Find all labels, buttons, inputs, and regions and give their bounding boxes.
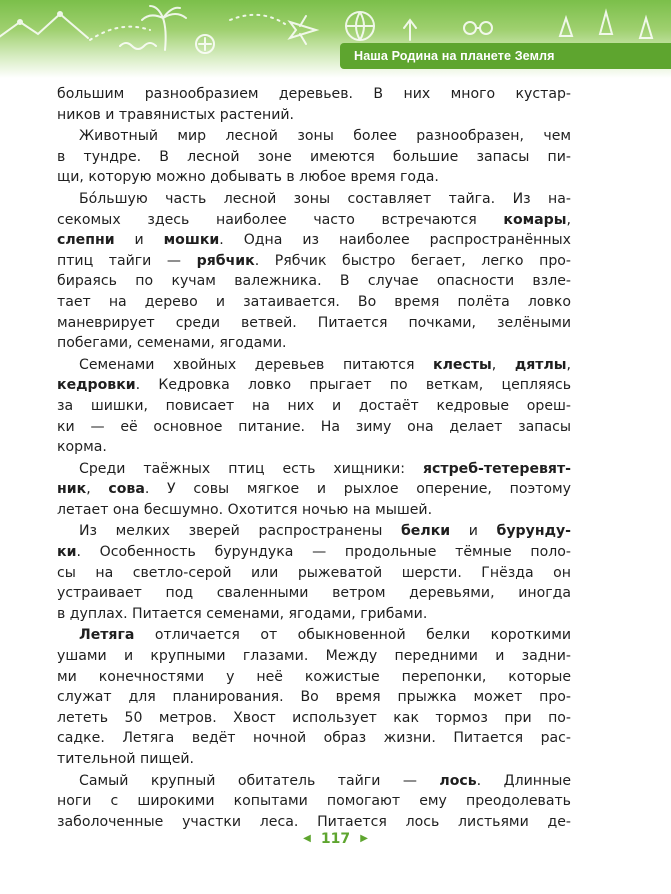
text-run: и	[450, 523, 497, 540]
text-line	[57, 271, 571, 292]
text-line	[57, 708, 571, 729]
text-run: в дуплах. Питается семенами, ягодами, грибами.	[57, 605, 428, 622]
text-run: и	[114, 232, 164, 249]
paragraph	[57, 521, 571, 624]
text-run: ,	[491, 356, 515, 373]
bold-term: Летяга	[79, 627, 135, 644]
text-run: ,	[566, 211, 571, 228]
text-run: большим разнообразием деревьев. В них много кустар-	[57, 86, 571, 102]
text-run: служат для планирования. Во время прыжка может про-	[57, 689, 571, 706]
text-line	[57, 313, 571, 334]
text-run: щи, которую можно добывать в любое время года.	[57, 169, 439, 186]
text-run: . У совы мягкое и рыхлое оперение, поэтому	[144, 481, 571, 498]
bold-term: ки	[57, 544, 77, 561]
text-run: секомых здесь наиболее часто встречаются	[57, 211, 504, 228]
text-line	[57, 167, 571, 188]
text-run: ,	[566, 356, 571, 373]
bold-term: сова	[108, 481, 145, 498]
text-run: тительной пищей.	[57, 751, 195, 767]
paragraph	[57, 459, 571, 521]
text-line	[57, 791, 571, 812]
text-line	[57, 84, 571, 105]
bold-term: комары	[503, 211, 567, 228]
text-run: птиц тайги —	[57, 252, 197, 269]
text-line	[57, 479, 571, 500]
next-page-icon[interactable]: ▶	[360, 833, 368, 844]
prev-page-icon[interactable]: ◀	[303, 833, 311, 844]
bold-term: лось	[439, 772, 477, 789]
bold-term: бурунду-	[496, 523, 571, 540]
paragraph	[57, 189, 571, 354]
text-run: . Длинные	[476, 772, 571, 789]
text-line	[57, 563, 571, 584]
text-line	[57, 437, 571, 458]
text-line	[57, 210, 571, 231]
text-line	[57, 251, 571, 272]
text-line	[57, 687, 571, 708]
text-line	[57, 126, 571, 147]
text-line	[57, 292, 571, 313]
text-line	[57, 396, 571, 417]
text-run: . Одна из наиболее распространённых	[219, 232, 572, 249]
paragraph	[57, 84, 571, 125]
text-run: ушами и крупными глазами. Между передними и задни-	[57, 648, 571, 665]
text-line	[57, 749, 571, 770]
text-line	[57, 105, 571, 126]
page-number: 117	[320, 830, 351, 847]
text-run: заболоченные участки леса. Питается лось листьями де-	[57, 813, 571, 830]
text-line	[57, 375, 571, 396]
text-line	[57, 625, 571, 646]
bold-term: клесты	[433, 356, 492, 373]
text-line	[57, 147, 571, 168]
text-run: ми конечностями у неё кожистые перепонки, которые	[57, 668, 571, 685]
text-run: Семенами хвойных деревьев питаются	[79, 356, 434, 373]
text-line	[57, 667, 571, 688]
bold-term: ник	[57, 481, 87, 498]
text-line	[57, 459, 571, 480]
text-run: отличается от обыкновенной белки короткими	[134, 627, 571, 644]
text-run: тает на дерево и затаивается. Во время полёта ловко	[57, 293, 571, 310]
text-run: маневрирует среди ветвей. Питается почками, зелёными	[57, 314, 571, 331]
text-line	[57, 604, 571, 625]
paragraph	[57, 771, 571, 833]
text-run: Бо́льшую часть лесной зоны составляет тайга. Из на-	[79, 190, 571, 207]
text-run: ноги с широкими копытами помогают ему преодолевать	[57, 793, 571, 810]
paragraph	[57, 355, 571, 458]
text-run: ки — её основное питание. На зиму она делает запасы	[57, 418, 571, 435]
text-run: ,	[86, 481, 109, 498]
text-run: устраивает под сваленными ветром деревьями, иногда	[57, 585, 571, 602]
bold-term: ястреб-тетеревят-	[423, 460, 571, 477]
bold-term: рябчик	[196, 252, 255, 269]
bold-term: мошки	[163, 232, 220, 249]
text-line	[57, 355, 571, 376]
bold-term: слепни	[57, 232, 115, 249]
text-line	[57, 646, 571, 667]
text-line	[57, 500, 571, 521]
text-line	[57, 189, 571, 210]
text-run: садке. Летяга ведёт ночной образ жизни. Питается рас-	[57, 730, 571, 747]
text-run: побегами, семенами, ягодами.	[57, 335, 287, 352]
text-run: в тундре. В лесной зоне имеются большие запасы пи-	[57, 148, 571, 165]
text-line	[57, 542, 571, 563]
text-line	[57, 230, 571, 251]
text-run: корма.	[57, 439, 107, 456]
text-run: Среди таёжных птиц есть хищники:	[79, 460, 423, 477]
text-run: . Кедровка ловко прыгает по веткам, цепляясь	[135, 377, 571, 394]
text-run: Из мелких зверей распространены	[79, 523, 401, 540]
text-run: бираясь по кучам валежника. В случае опасности взле-	[57, 273, 571, 290]
text-run: за шишки, повисает на них и достаёт кедровые ореш-	[57, 397, 571, 414]
paragraph	[57, 126, 571, 188]
text-line	[57, 728, 571, 749]
text-line	[57, 333, 571, 354]
text-run: Животный мир лесной зоны более разнообразен, чем	[79, 128, 571, 145]
paragraph	[57, 625, 571, 769]
main-text	[57, 84, 571, 832]
text-run: Самый крупный обитатель тайги —	[79, 772, 440, 789]
page-footer	[0, 828, 671, 852]
text-run: летает она бесшумно. Охотится ночью на мышей.	[57, 501, 433, 518]
text-line	[57, 417, 571, 438]
text-line	[57, 771, 571, 792]
text-line	[57, 521, 571, 542]
bold-term: дятлы	[514, 356, 567, 373]
text-run: . Особенность бурундука — продольные тёмные поло-	[76, 544, 571, 561]
text-run: лететь 50 метров. Хвост использует как тормоз при по-	[57, 709, 571, 726]
section-title: Наша Родина на планете Земля	[340, 43, 671, 69]
header-band	[0, 0, 671, 78]
text-line	[57, 583, 571, 604]
text-run: сы на светло-серой или рыжеватой шерсти. Гнёзда он	[57, 564, 571, 581]
text-run: ников и травянистых растений.	[57, 106, 295, 123]
bold-term: белки	[400, 523, 451, 540]
text-run: . Рябчик быстро бегает, легко про-	[254, 252, 572, 269]
bold-term: кедровки	[57, 377, 136, 394]
